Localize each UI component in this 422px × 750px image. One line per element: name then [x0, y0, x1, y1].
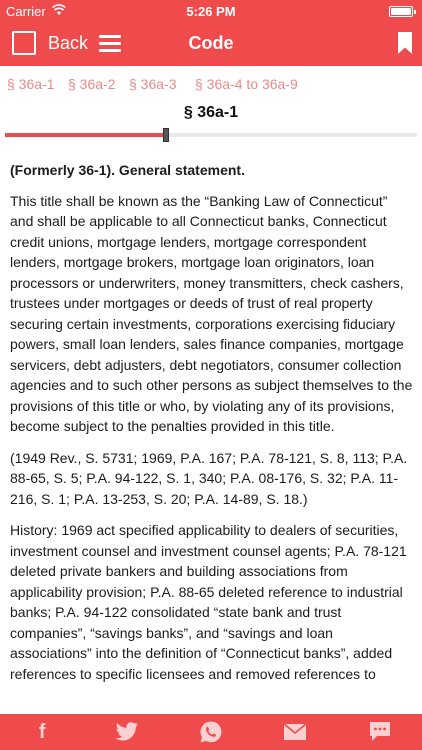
slider-fill	[5, 133, 166, 137]
status-time: 5:26 PM	[186, 4, 236, 19]
battery-level	[391, 8, 411, 15]
twitter-icon[interactable]	[114, 719, 140, 745]
select-checkbox[interactable]	[12, 31, 36, 55]
section-link-36a-2[interactable]: § 36a-2	[68, 76, 116, 92]
whatsapp-icon[interactable]	[198, 719, 224, 745]
nav-bar	[0, 22, 422, 66]
back-button[interactable]: Back	[48, 33, 89, 53]
carrier-label: Carrier	[6, 4, 46, 19]
battery-icon	[389, 6, 413, 17]
article-source: (1949 Rev., S. 5731; 1969, P.A. 167; P.A. 78-121, S. 8, 113; P.A. 88-65, S. 5; P.A. 94-122, S. 1, 340; P.A. 08-176, S. 32; P.A. 11-216, S. 1; P.A. 13-253, S. 20; P.A. 14-89, S. 18.)	[10, 449, 408, 507]
article-heading: (Formerly 36-1). General statement.	[10, 162, 245, 178]
status-bar	[0, 0, 422, 22]
section-slider[interactable]	[5, 128, 417, 142]
article-body: This title shall be known as the “Banking Law of Connecticut” and shall be applicable to all Connecticut banks, Connecticut credit unions, mortgage lenders, mortgage correspondent lenders, mortgage brokers, mortgage loan originators, loan processors or underwriters, money transmitters, check cashers, trustees under mortgages or deeds of trust of real property securing certain investments, corporations exercising fiduciary powers, small loan lenders, sales finance companies, mortgage servicers, debt adjusters, debt negotiators, consumer collection agencies and to such other persons as subject themselves to the provisions of this title or who, by violating any of its provisions, become subject to the penalties provided in this title.	[10, 192, 413, 434]
menu-icon[interactable]	[99, 35, 121, 52]
section-link-36a-4-to-36a-9[interactable]: § 36a-4 to 36a-9	[195, 76, 298, 92]
current-section-title: § 36a-1	[183, 104, 239, 121]
facebook-icon[interactable]: f	[38, 720, 46, 743]
mail-icon[interactable]	[282, 719, 308, 745]
section-link-36a-3[interactable]: § 36a-3	[129, 76, 177, 92]
article-history: History: 1969 act specified applicability to dealers of securities, investment counsel and investment counsel agents; P.A. 78-121 deleted private bankers and building associations from applicability provision; P.A. 88-65 deleted reference to industrial banks; P.A. 94-122 consolidated “state bank and trust companies”, “savings banks”, and “savings and loan associations” into the definition of “Connecticut banks”, added references to specific licensees and removed references to	[10, 522, 407, 682]
article-content	[10, 160, 414, 695]
section-links	[0, 76, 422, 96]
share-bar	[0, 714, 422, 750]
slider-thumb[interactable]	[163, 128, 169, 142]
section-link-36a-1[interactable]: § 36a-1	[7, 76, 55, 92]
message-icon[interactable]	[367, 719, 393, 745]
bookmark-icon[interactable]	[398, 32, 412, 54]
page-title: Code	[188, 33, 234, 53]
